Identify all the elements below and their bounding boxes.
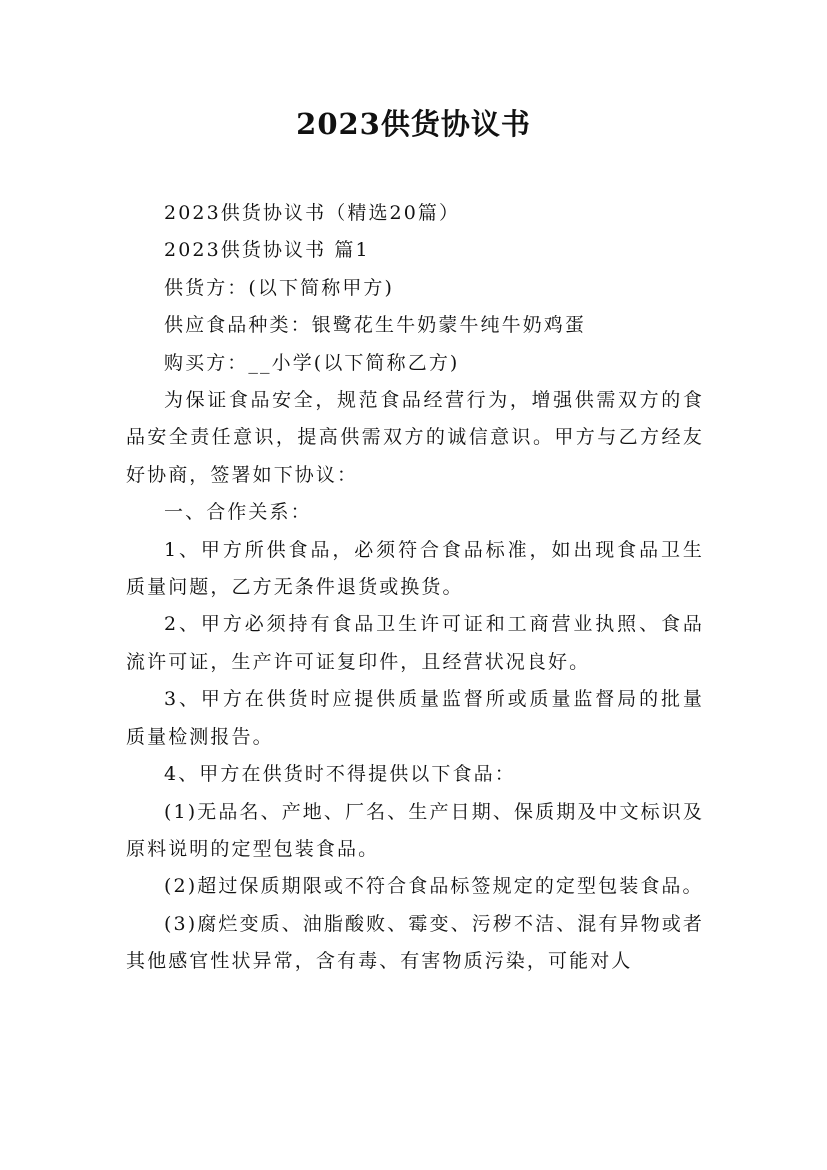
paragraph-cooperation-heading: 一、合作关系： xyxy=(164,501,312,524)
paragraph-item-3: (3)腐烂变质、油脂酸败、霉变、污秽不洁、混有异物或者其他感官性状异常，含有毒、有害物质污染，可能对人 xyxy=(126,912,704,973)
document-title: 2023供货协议书 xyxy=(296,107,531,141)
paragraph-item-2: (2)超过保质期限或不符合食品标签规定的定型包装食品。 xyxy=(164,875,704,898)
paragraph-supplier: 供货方：(以下简称甲方) xyxy=(164,276,395,299)
paragraph-clause-1: 1、甲方所供食品，必须符合食品标准，如出现食品卫生质量问题，乙方无条件退货或换货。 xyxy=(126,538,704,599)
paragraph-subtitle: 2023供货协议书（精选20篇） xyxy=(164,202,461,224)
paragraph-buyer: 购买方：__小学(以下简称乙方) xyxy=(164,351,460,374)
paragraph-section-heading: 2023供货协议书 篇1 xyxy=(164,239,370,262)
paragraph-clause-4: 4、甲方在供货时不得提供以下食品： xyxy=(164,763,516,786)
document-body xyxy=(126,195,704,981)
paragraph-food-types: 供应食品种类：银鹭花生牛奶蒙牛纯牛奶鸡蛋 xyxy=(164,314,587,337)
paragraph-preamble: 为保证食品安全，规范食品经营行为，增强供需双方的食品安全责任意识，提高供需双方的诚信意识。甲方与乙方经友好协商，签署如下协议： xyxy=(126,389,704,486)
paragraph-item-1: (1)无品名、产地、厂名、生产日期、保质期及中文标识及原料说明的定型包装食品。 xyxy=(126,800,704,860)
paragraph-clause-2: 2、甲方必须持有食品卫生许可证和工商营业执照、食品流许可证，生产许可证复印件，且经营状况良好。 xyxy=(126,613,704,673)
paragraph-clause-3: 3、甲方在供货时应提供质量监督所或质量监督局的批量质量检测报告。 xyxy=(126,688,704,748)
